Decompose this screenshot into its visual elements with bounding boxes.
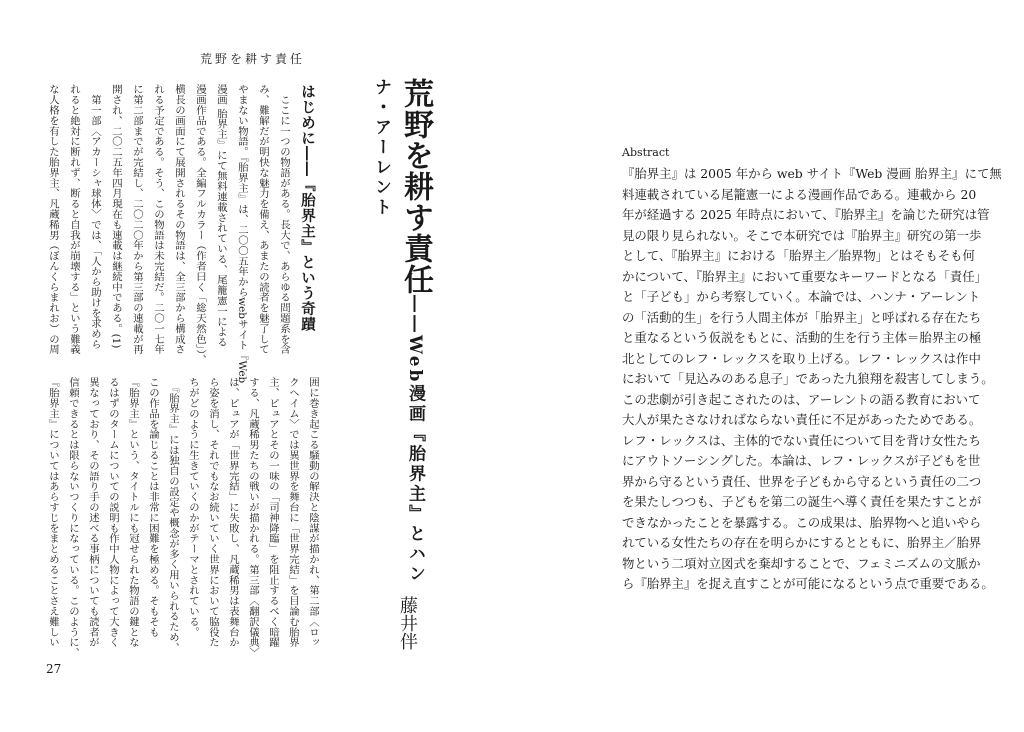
title-main: 荒野を耕す責任: [398, 78, 433, 295]
text-line: 主、ピュアとその一味の「司神降臨」を阻止するべく暗躍: [267, 377, 279, 648]
text-line: できなかったことを暴露する。この成果は、胎界物へと追いやら: [622, 514, 982, 530]
abstract-text: [622, 164, 1002, 595]
text-line: み、難解だが明快な魅力を備え、あまたの読者を魅了して: [257, 84, 269, 355]
text-line: れる予定である。そう、この物語は未完結だ。二〇一七年: [152, 84, 164, 355]
text-line: 見の限り見られない。そこで本研究では『胎界主』研究の第一歩: [622, 227, 982, 243]
text-line: れている女性たちの存在を明らかにするとともに、胎界主／胎界: [622, 535, 982, 550]
intro-lower-text: [43, 377, 323, 657]
text-line: 横長の画面にて展開されるその物語は、全三部から構成さ: [173, 84, 185, 355]
text-line: 料連載されている尾籠憲一による漫画作品である。連載から 20: [622, 186, 977, 202]
title-subtitle: ――Web漫画『胎界主』とハンナ・アーレント: [371, 78, 425, 585]
abstract: [622, 144, 1002, 595]
text-line: 漫画 胎界主』にて無料連載されている、尾籠憲一による: [215, 84, 227, 348]
text-line: 第一部〈アカーシャ球体〉では、「人から助けを求めら: [89, 84, 101, 350]
text-line: 北としてのレフ・レックスを取り上げる。レフ・レックスは作中: [622, 350, 981, 366]
text-line: この作品を論じることは非常に困難を極める。そもそも: [147, 377, 159, 637]
text-line: 異なっており、その語り手の述べる事柄についても読者が: [87, 377, 99, 648]
text-line: の「活動的生」を行う人間主体が「胎界主」と呼ばれる存在たち: [622, 309, 982, 325]
running-head: 荒野を耕す責任: [200, 52, 306, 66]
text-line: ここに一つの物語がある。長大で、あらゆる問題系を含: [278, 84, 290, 355]
text-line: と「子ども」から考察していく。本論では、ハンナ・アーレント: [622, 289, 981, 304]
text-line: 『胎界主』についてはあらすじをまとめることさえ難しい: [47, 377, 59, 648]
text-line: 物という二項対立図式を棄却することで、フェミニズムの文脈か: [622, 555, 981, 571]
article-title: [364, 78, 432, 618]
text-line: として、『胎界主』における「胎界主／胎界物」とはそもそも何: [622, 248, 975, 263]
intro-lower-block: [43, 377, 323, 657]
text-line: ら『胎界主』を捉え直すことが可能になるという点で重要である。: [622, 576, 994, 591]
text-line: する、凡蔵稀男たちの戦いが描かれる。第三部〈翻訳儀典〉: [247, 377, 259, 658]
text-line: 『胎界主』には独自の設定や概念が多く用いられるため、: [167, 377, 179, 653]
text-line: ちがどのように生きていくのかがテーマとされている。: [187, 377, 199, 637]
page-number: 27: [46, 662, 62, 676]
author-name: 藤井伴: [397, 596, 418, 650]
abstract-label: Abstract: [622, 146, 670, 159]
text-line: レフ・レックスは、主体的でない責任について目を背け女性たち: [622, 432, 981, 448]
text-line: 漫画作品である。全編フルカラー（作者曰く「総天然色」）、: [194, 84, 206, 365]
text-line: にアウトソーシングした。本論は、レフ・レックスが子どもを世: [622, 453, 981, 468]
text-line: 年が経過する 2025 年時点において、『胎界主』を論じた研究は管: [622, 207, 990, 222]
text-line: 信頼できるとは限らないつくりになっている。このように、: [67, 377, 79, 658]
intro-upper-text: [42, 84, 294, 384]
text-line: れると絶対に断れず、断ると自我が崩壊する」という難義: [68, 84, 80, 355]
text-line: 界から守るという責任、世界を子どもから守るという責任の二つ: [622, 473, 982, 489]
text-line: クヘイム〉では異世界を舞台に「世界完結」を目論む胎界: [287, 377, 299, 648]
text-line: やまない物語。『胎界主』は、二〇〇五年からwebサイト『Web: [236, 84, 248, 384]
section-heading: はじめに――『胎界主』という奇蹟: [299, 84, 316, 332]
text-line: 開され、二〇二五年四月現在も連載は継続中である。(1): [110, 84, 122, 349]
text-line: かについて、『胎界主』において重要なキーワードとなる「責任」: [622, 268, 988, 284]
text-line: を果たしつつも、子どもを第二の誕生へ導く責任を果たすことが: [622, 494, 982, 509]
text-line: この悲劇が引き起こされたのは、アーレントの語る教育において: [622, 391, 981, 407]
text-line: と重なるという仮説をもとに、活動的生を行う主体＝胎界主の極: [622, 330, 982, 345]
text-line: に第二部までが完結し、二〇二〇年から第三部の連載が再: [131, 84, 143, 355]
text-line: 囲に巻き起こる騒動の解決と陰謀が描かれ、第二部〈ロッ: [307, 377, 319, 648]
text-line: ら姿を消し、それでもなお続いていく世界において脇役た: [207, 377, 219, 648]
intro-upper-block: [42, 84, 318, 384]
text-line: 『胎界主』という、タイトルにも冠せられた物語の鍵とな: [127, 377, 139, 648]
text-line: において「見込みのある息子」であった九狼翔を殺害してしまう。: [622, 371, 994, 386]
text-line: 大人が果たさなければならない責任に不足があったためである。: [622, 412, 982, 427]
text-line: は、ピュアが「世界完結」に失敗し、凡蔵稀男は表舞台か: [227, 377, 239, 648]
text-line: るはずのタームについての説明も作中人物によって大きく: [107, 377, 119, 648]
text-line: な人格を有した胎界主、凡蔵稀男（ぼんくらまれお）の周: [47, 84, 59, 355]
text-line: 『胎界主』は 2005 年から web サイト『Web 漫画 胎界主』にて無: [622, 166, 1002, 181]
